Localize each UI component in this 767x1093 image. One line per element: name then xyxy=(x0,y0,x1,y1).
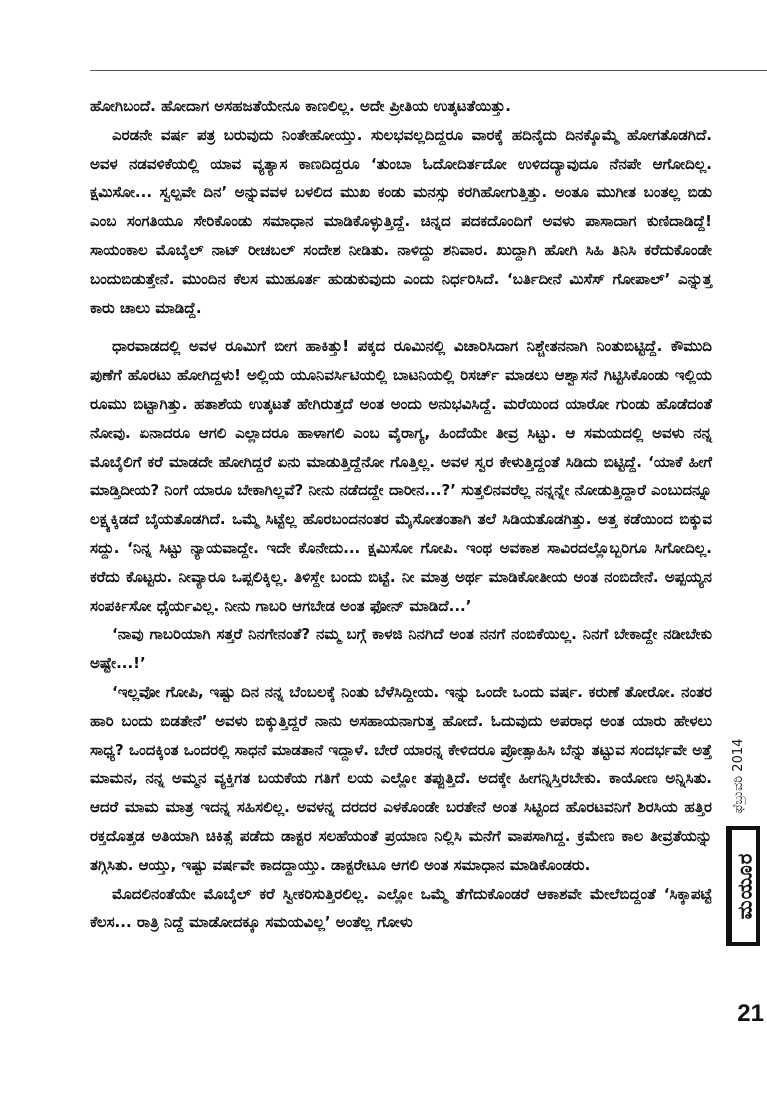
paragraph-3: ಧಾರವಾಡದಲ್ಲಿ ಅವಳ ರೂಮಿಗೆ ಬೀಗ ಹಾಕಿತ್ತು! ಪಕ್ಕದ ರೂಮಿನಲ್ಲಿ ವಿಚಾರಿಸಿದಾಗ ನಿಶ್ಚೇತನನಾಗಿ ನಿಂತುಬಿಟ್ಟಿದ್ದೆ. ಕೌಮುದಿ ಪುಣೆಗೆ ಹೊರಟು ಹೋಗಿದ್ದಳು! ಅಲ್ಲಿಯ ಯೂನಿವರ್ಸಿಟಿಯಲ್ಲಿ ಬಾಟನಿಯಲ್ಲಿ ರಿಸರ್ಚ್ ಮಾಡಲು ಆಶ್ವಾಸನೆ ಗಿಟ್ಟಿಸಿಕೊಂಡು ಇಲ್ಲಿಯ ರೂಮು ಬಿಟ್ಟಾಗಿತ್ತು. ಹತಾಶೆಯ ಉತ್ಕಟತೆ ಹೇಗಿರುತ್ತದೆ ಅಂತ ಅಂದು ಅನುಭವಿಸಿದ್ದೆ. ಮರೆಯಿಂದ ಯಾರೋ ಗುಂಡು ಹೊಡೆದಂತೆ ನೋವು. ಏನಾದರೂ ಆಗಲಿ ಎಲ್ಲಾದರೂ ಹಾಳಾಗಲಿ ಎಂಬ ವೈರಾಗ್ಯ, ಹಿಂದೆಯೇ ತೀವ್ರ ಸಿಟ್ಟು. ಆ ಸಮಯದಲ್ಲಿ ಅವಳು ನನ್ನ ಮೊಬೈಲಿಗೆ ಕರೆ ಮಾಡದೇ ಹೋಗಿದ್ದರೆ ಏನು ಮಾಡುತ್ತಿದ್ದೆನೋ ಗೊತ್ತಿಲ್ಲ. ಅವಳ ಸ್ವರ ಕೇಳುತ್ತಿದ್ದಂತೆ ಸಿಡಿದು ಬಿಟ್ಟಿದ್ದೆ. ‘ಯಾಕೆ ಹೀಗೆ ಮಾಡ್ತಿದೀಯ? ನಿಂಗೆ ಯಾರೂ ಬೇಕಾಗಿಲ್ಲವೆ? ನೀನು ನಡೆದದ್ದೇ ದಾರೀನ...?’ ಸುತ್ತಲಿನವರೆಲ್ಲ ನನ್ನನ್ನೇ ನೋಡುತ್ತಿದ್ದಾರೆ ಎಂಬುದನ್ನೂ ಲಕ್ಷ್ಯಕ್ಕಿಡದೆ ಬೈಯತೊಡಗಿದೆ. ಒಮ್ಮೆ ಸಿಟ್ಟೆಲ್ಲ ಹೊರಬಂದನಂತರ ಮೈಸೋತಂತಾಗಿ ತಲೆ ಸಿಡಿಯತೊಡಗಿತ್ತು. ಅತ್ತ ಕಡೆಯಿಂದ ಬಿಕ್ಕುವ ಸದ್ದು. ‘ನಿನ್ನ ಸಿಟ್ಟು ನ್ಯಾಯವಾದ್ದೇ. ಇದೇ ಕೊನೇದು... ಕ್ಷಮಿಸೋ ಗೋಪಿ. ಇಂಥ ಅವಕಾಶ ಸಾವಿರದಲ್ಲೊಬ್ಬರಿಗೂ ಸಿಗೋದಿಲ್ಲ. ಕರೆದು ಕೊಟ್ಟರು. ನೀವ್ಯಾರೂ ಒಪ್ಪಲಿಕ್ಕಿಲ್ಲ. ತಿಳಿಸ್ದೇ ಬಂದು ಬಿಟ್ಟೆ. ನೀ ಮಾತ್ರ ಅರ್ಥ ಮಾಡಿಕೋತೀಯ ಅಂತ ನಂಬಿದೇನೆ. ಅಪ್ಪಯ್ಯನ ಸಂಪರ್ಕಿಸೋ ಧೈರ್ಯವಿಲ್ಲ. ನೀನು ಗಾಬರಿ ಆಗಬೇಡ ಅಂತ ಫೋನ್ ಮಾಡಿದೆ...’ xyxy=(90,337,712,615)
paragraph-6: ಮೊದಲಿನಂತೆಯೇ ಮೊಬೈಲ್ ಕರೆ ಸ್ವೀಕರಿಸುತ್ತಿರಲಿಲ್ಲ. ಎಲ್ಲೋ ಒಮ್ಮೆ ತೆಗೆದುಕೊಂಡರೆ ಆಕಾಶವೇ ಮೇಲೆಬಿದ್ದಂತೆ ‘ಸಿಕ್ಕಾಪಟ್ಟೆ ಕೆಲಸ... ರಾತ್ರಿ ನಿದ್ದೆ ಮಾಡೋದಕ್ಕೂ ಸಮಯವಿಲ್ಲ’ ಅಂತೆಲ್ಲ ಗೋಳು xyxy=(90,884,712,932)
paragraph-1: ಹೋಗಿಬಂದೆ. ಹೋದಾಗ ಅಸಹಜತೆಯೇನೂ ಕಾಣಲಿಲ್ಲ. ಅದೇ ಪ್ರೀತಿಯ ಉತ್ಕಟತೆಯಿತ್ತು. xyxy=(90,97,511,115)
top-rule xyxy=(90,70,767,71)
page-number: 21 xyxy=(737,1000,764,1027)
page-sidebar xyxy=(714,738,762,1010)
issue-date: ಫೆಬ್ರುವರಿ 2014 xyxy=(731,738,746,814)
paragraph-2: ಎರಡನೇ ವರ್ಷ ಪತ್ರ ಬರುವುದು ನಿಂತೇಹೋಯ್ತು. ಸುಲಭವಲ್ಲದಿದ್ದರೂ ವಾರಕ್ಕೆ ಹದಿನೈದು ದಿನಕ್ಕೊಮ್ಮೆ ಹೋಗತೊಡಗಿದೆ. ಅವಳ ನಡವಳಿಕೆಯಲ್ಲಿ ಯಾವ ವ್ಯತ್ಯಾಸ ಕಾಣದಿದ್ದರೂ ‘ತುಂಬಾ ಓದೋದಿರ್ತದೋ ಉಳಿದದ್ಯಾವುದೂ ನೆನಪೇ ಆಗೋದಿಲ್ಲ. ಕ್ಷಮಿಸೋ... ಸ್ವಲ್ಪವೇ ದಿನ’ ಅನ್ನುವವಳ ಬಳಲಿದ ಮುಖ ಕಂಡು ಮನಸ್ಸು ಕರಗಿಹೋಗುತ್ತಿತ್ತು. ಅಂತೂ ಮುಗೀತ ಬಂತಲ್ಲ ಬಿಡು ಎಂಬ ಸಂಗತಿಯೂ ಸೇರಿಕೊಂಡು ಸಮಾಧಾನ ಮಾಡಿಕೊಳ್ಳುತ್ತಿದ್ದೆ. ಚಿನ್ನದ ಪದಕದೊಂದಿಗೆ ಅವಳು ಪಾಸಾದಾಗ ಕುಣಿದಾಡಿದ್ದೆ! ಸಾಯಂಕಾಲ ಮೊಬೈಲ್ ನಾಟ್ ರೀಚಬಲ್ ಸಂದೇಶ ನೀಡಿತು. ನಾಳಿದ್ದು ಶನಿವಾರ. ಖುದ್ದಾಗಿ ಹೋಗಿ ಸಿಹಿ ತಿನಿಸಿ ಕರೆದುಕೊಂಡೇ ಬಂದುಬಿಡುತ್ತೇನೆ. ಮುಂದಿನ ಕೆಲಸ ಮುಹೂರ್ತ ಹುಡುಕುವುದು ಎಂದು ನಿರ್ಧರಿಸಿದೆ. ‘ಬರ್ತಿದೀನೆ ಮಿಸೆಸ್ ಗೋಪಾಲ್’ ಎನ್ನುತ್ತ ಕಾರು ಚಾಲು ಮಾಡಿದ್ದೆ. xyxy=(90,125,712,317)
paragraph-5: ‘ಇಲ್ಲವೋ ಗೋಪಿ, ಇಷ್ಟು ದಿನ ನನ್ನ ಬೆಂಬಲಕ್ಕೆ ನಿಂತು ಬೆಳೆಸಿದ್ದೀಯ. ಇನ್ನು ಒಂದೇ ಒಂದು ವರ್ಷ. ಕರುಣೆ ತೋರೋ. ನಂತರ ಹಾರಿ ಬಂದು ಬಿಡತೇನೆ’ ಅವಳು ಬಿಕ್ಕುತ್ತಿದ್ದರೆ ನಾನು ಅಸಹಾಯನಾಗುತ್ತ ಹೋದೆ. ಓದುವುದು ಅಪರಾಧ ಅಂತ ಯಾರು ಹೇಳಲು ಸಾಧ್ಯ? ಒಂದಕ್ಕಿಂತ ಒಂದರಲ್ಲಿ ಸಾಧನೆ ಮಾಡತಾನೆ ಇದ್ದಾಳೆ. ಬೇರೆ ಯಾರನ್ನ ಕೇಳಿದರೂ ಪ್ರೋತ್ಸಾಹಿಸಿ ಬೆನ್ನು ತಟ್ಟುವ ಸಂದರ್ಭವೇ ಅತ್ತೆ ಮಾಮನ, ನನ್ನ ಅಮ್ಮನ ವ್ಯಕ್ತಿಗತ ಬಯಕೆಯ ಗತಿಗೆ ಲಯ ಎಲ್ಲೋ ತಪ್ಪುತ್ತಿದೆ. ಅದಕ್ಕೇ ಹೀಗನ್ನಿಸ್ತಿರಬೇಕು. ಕಾಯೋಣ ಅನ್ನಿಸಿತು. ಆದರೆ ಮಾಮ ಮಾತ್ರ ಇದನ್ನ ಸಹಿಸಲಿಲ್ಲ. ಅವಳನ್ನ ದರದರ ಎಳಕೊಂಡೇ ಬರತೇನೆ ಅಂತ ಸಿಟ್ಟಿಂದ ಹೊರಟವನಿಗೆ ಶಿರಸಿಯ ಹತ್ತಿರ ರಕ್ತದೊತ್ತಡ ಅತಿಯಾಗಿ ಚಿಕಿತ್ಸೆ ಪಡೆದು ಡಾಕ್ಟರ ಸಲಹೆಯಂತೆ ಪ್ರಯಾಣ ನಿಲ್ಲಿಸಿ ಮನೆಗೆ ವಾಪಸಾಗಿದ್ದ. ಕ್ರಮೇಣ ಕಾಲ ತೀವ್ರತೆಯನ್ನು ತಗ್ಗಿಸಿತು. ಆಯ್ತು, ಇಷ್ಟು ವರ್ಷವೇ ಕಾದದ್ದಾಯ್ತು. ಡಾಕ್ಟರೇಟೂ ಆಗಲಿ ಅಂತ ಸಮಾಧಾನ ಮಾಡಿಕೊಂಡರು. xyxy=(90,682,712,874)
magazine-logo xyxy=(726,826,760,946)
article-body xyxy=(90,92,712,937)
magazine-name: ಮಯೂರ xyxy=(732,852,756,920)
paragraph-4: ‘ನಾವು ಗಾಬರಿಯಾಗಿ ಸತ್ತರೆ ನಿನಗೇನಂತೆ? ನಮ್ಮ ಬಗ್ಗೆ ಕಾಳಜಿ ನಿನಗಿದೆ ಅಂತ ನನಗೆ ನಂಬಿಕೆಯಿಲ್ಲ. ನಿನಗೆ ಬೇಕಾದ್ದೇ ನಡೀಬೇಕು ಅಷ್ಟೇ...!’ xyxy=(90,625,712,673)
